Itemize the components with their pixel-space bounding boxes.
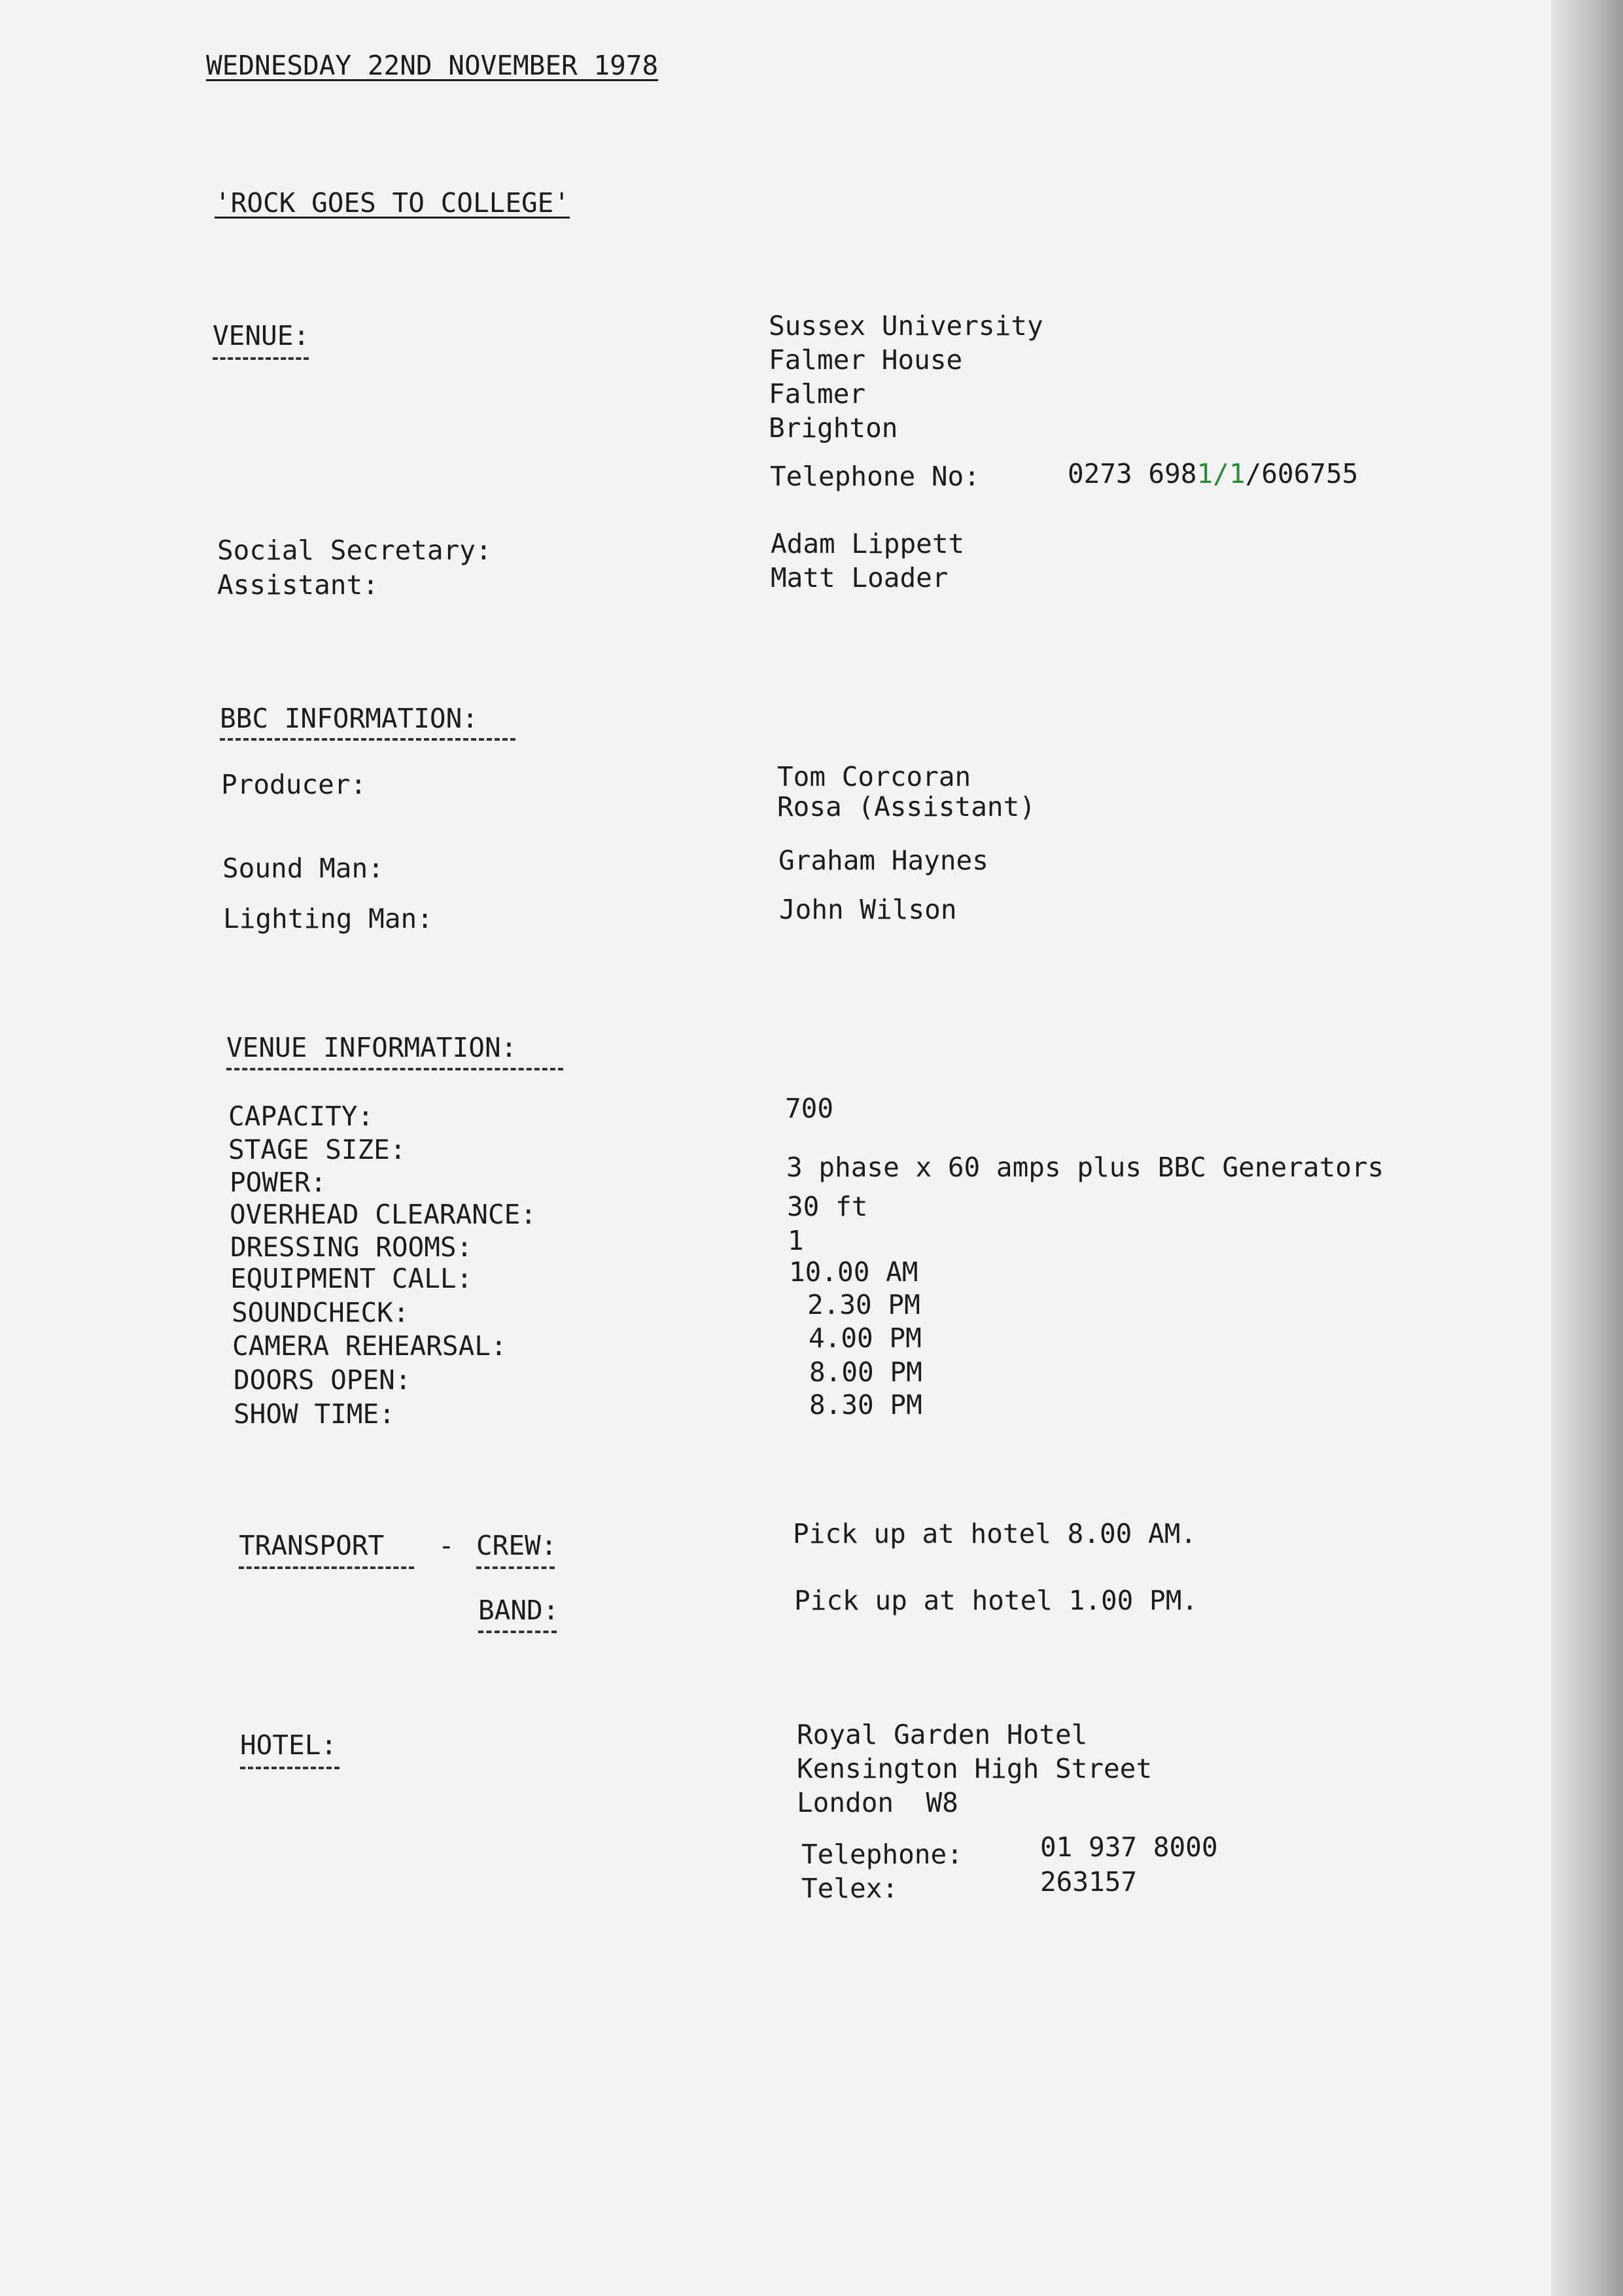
band-label-underline [478, 1631, 557, 1633]
doors-open-label: DOORS OPEN: [234, 1364, 411, 1396]
overhead-clearance-value: 30 ft [787, 1191, 868, 1222]
band-label: BAND: [478, 1595, 559, 1626]
show-time-label: SHOW TIME: [234, 1398, 395, 1430]
scan-page-edge [1551, 0, 1623, 2296]
producer-label: Producer: [221, 769, 367, 800]
crew-label-underline [476, 1566, 555, 1569]
telephone-prefix: 0273 698 [1068, 458, 1197, 489]
social-secretary-name: Adam Lippett [771, 528, 965, 559]
dressing-rooms-label: DRESSING ROOMS: [230, 1231, 473, 1263]
crew-label: CREW: [476, 1530, 557, 1561]
lighting-man-name: John Wilson [779, 894, 957, 925]
crew-pickup: Pick up at hotel 8.00 AM. [793, 1518, 1197, 1549]
telephone-suffix: /606755 [1245, 458, 1359, 489]
hotel-label-underline [240, 1767, 340, 1769]
transport-separator: - [438, 1530, 455, 1561]
bbc-heading-underline [220, 738, 515, 741]
assistant-name: Matt Loader [771, 562, 949, 593]
assistant-label: Assistant: [217, 569, 379, 601]
venue-info-heading: VENUE INFORMATION: [226, 1032, 517, 1063]
document-title: 'ROCK GOES TO COLLEGE' [215, 187, 570, 219]
bbc-heading: BBC INFORMATION: [220, 703, 478, 734]
lighting-man-label: Lighting Man: [223, 903, 433, 934]
venue-info-heading-underline [226, 1068, 563, 1070]
social-secretary-label: Social Secretary: [217, 535, 492, 566]
venue-label-underline [213, 357, 309, 360]
transport-label-underline [239, 1566, 414, 1569]
venue-address-line: Brighton [769, 412, 898, 444]
camera-rehearsal-label: CAMERA REHEARSAL: [232, 1330, 507, 1362]
overhead-clearance-label: OVERHEAD CLEARANCE: [230, 1199, 536, 1230]
producer-name: Tom Corcoran [777, 761, 971, 792]
hotel-address-line: Royal Garden Hotel [797, 1719, 1088, 1750]
sound-man-label: Sound Man: [222, 853, 384, 884]
hotel-telephone-label: Telephone: [801, 1839, 963, 1870]
hotel-telex-label: Telex: [801, 1873, 899, 1904]
show-time-value: 8.30 PM [809, 1389, 922, 1421]
hotel-label: HOTEL: [240, 1729, 338, 1761]
hotel-address-line: Kensington High Street [797, 1753, 1153, 1784]
transport-label: TRANSPORT [239, 1530, 385, 1561]
camera-rehearsal-value: 4.00 PM [809, 1322, 922, 1354]
sound-man-name: Graham Haynes [778, 845, 988, 876]
hotel-telex-number: 263157 [1040, 1866, 1138, 1898]
band-pickup: Pick up at hotel 1.00 PM. [794, 1585, 1198, 1616]
venue-address-line: Sussex University [769, 310, 1043, 342]
hotel-address-line: London W8 [797, 1787, 958, 1818]
venue-telephone-label: Telephone No: [770, 461, 980, 492]
hotel-telephone-number: 01 937 8000 [1040, 1831, 1218, 1863]
capacity-label: CAPACITY: [228, 1101, 374, 1132]
venue-address [769, 309, 1043, 445]
venue-label: VENUE: [213, 320, 310, 351]
equipment-call-value: 10.00 AM [789, 1256, 918, 1288]
venue-telephone-number [1068, 457, 1358, 491]
dressing-rooms-value: 1 [788, 1225, 804, 1256]
stage-size-label: STAGE SIZE: [228, 1134, 406, 1165]
doors-open-value: 8.00 PM [809, 1356, 922, 1388]
power-value: 3 phase x 60 amps plus BBC Generators [786, 1152, 1384, 1183]
venue-address-line: Falmer [769, 378, 866, 410]
power-label: POWER: [230, 1167, 327, 1198]
equipment-call-label: EQUIPMENT CALL: [230, 1263, 473, 1294]
document-date: WEDNESDAY 22ND NOVEMBER 1978 [206, 50, 659, 81]
telephone-correction: 1/1 [1196, 458, 1246, 489]
hotel-address [797, 1718, 1152, 1820]
producer-assistant: Rosa (Assistant) [777, 791, 1036, 822]
soundcheck-value: 2.30 PM [807, 1289, 920, 1320]
capacity-value: 700 [785, 1093, 834, 1124]
soundcheck-label: SOUNDCHECK: [232, 1297, 410, 1328]
venue-address-line: Falmer House [769, 344, 963, 376]
